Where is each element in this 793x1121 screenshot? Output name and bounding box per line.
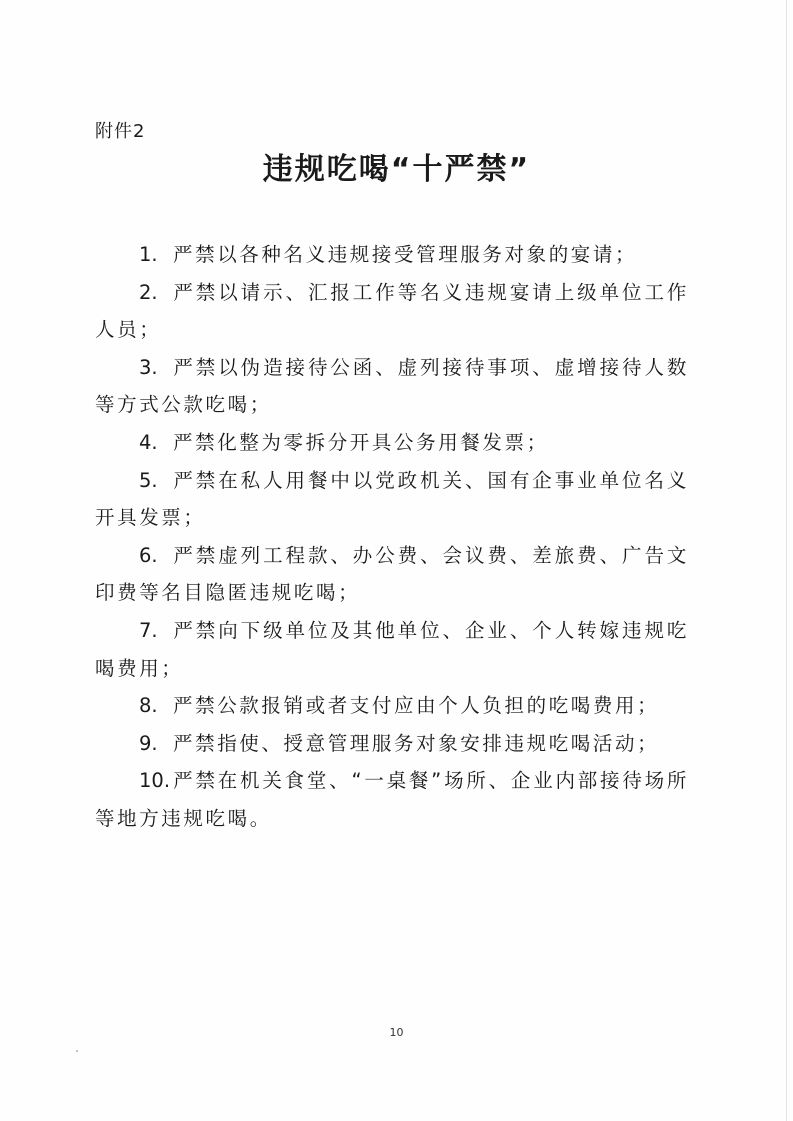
item-text: 严禁虚列工程款、办公费、会议费、差旅费、广告文印费等名目隐匿违规吃喝； (95, 543, 689, 605)
list-item (95, 687, 689, 725)
page-number: 10 (389, 1026, 404, 1039)
item-number: 2. (139, 280, 158, 304)
item-number: 8. (139, 694, 158, 718)
item-text: 严禁以请示、汇报工作等名义违规宴请上级单位工作人员； (95, 280, 689, 342)
list-item (95, 537, 689, 612)
list-item (95, 762, 689, 837)
prohibition-list (95, 236, 689, 838)
list-item (95, 612, 689, 687)
document-title: 违规吃喝“十严禁” (262, 152, 531, 187)
item-text: 严禁向下级单位及其他单位、企业、个人转嫁违规吃喝费用； (95, 618, 689, 680)
list-item (95, 462, 689, 537)
item-number: 7. (139, 618, 158, 642)
list-item (95, 236, 689, 274)
item-text: 严禁化整为零拆分开具公务用餐发票； (173, 430, 549, 454)
list-item (95, 424, 689, 462)
list-item (95, 349, 689, 424)
item-text: 严禁在机关食堂、“一桌餐”场所、企业内部接待场所等地方违规吃喝。 (95, 769, 689, 830)
item-text: 严禁公款报销或者支付应由个人负担的吃喝费用； (173, 694, 660, 718)
list-item (95, 274, 689, 349)
item-number: 6. (139, 543, 158, 567)
scan-speck (76, 1050, 78, 1052)
item-number: 3. (139, 355, 158, 379)
item-text: 严禁指使、授意管理服务对象安排违规吃喝活动； (173, 731, 660, 755)
item-text: 严禁以各种名义违规接受管理服务对象的宴请； (173, 243, 638, 266)
item-number: 5. (139, 468, 158, 492)
item-number: 10. (139, 769, 171, 793)
item-number: 9. (139, 731, 158, 755)
item-text: 严禁以伪造接待公函、虚列接待事项、虚增接待人数等方式公款吃喝； (95, 355, 689, 417)
attachment-label: 附件2 (95, 121, 146, 142)
list-item (95, 725, 689, 763)
item-number: 1. (139, 243, 158, 266)
item-text: 严禁在私人用餐中以党政机关、国有企事业单位名义开具发票； (95, 468, 689, 530)
item-number: 4. (139, 430, 158, 454)
